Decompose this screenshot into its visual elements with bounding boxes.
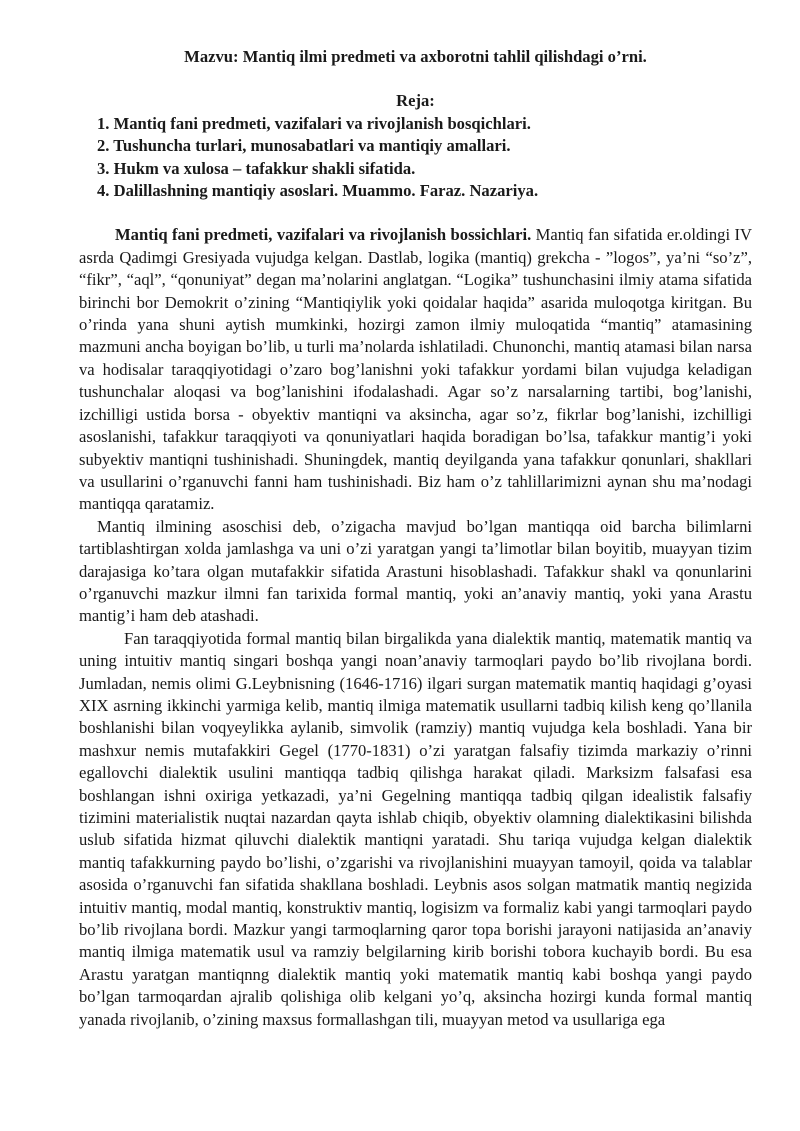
- plan-item: 2. Tushuncha turlari, munosabatlari va mantiqiy amallari.: [97, 136, 511, 156]
- document-title: Mazvu: Mantiq ilmi predmeti va axborotni tahlil qilishdagi o’rni.: [184, 47, 647, 66]
- paragraph-founder: Mantiq ilmining asoschisi deb, o’zigacha mavjud bo’lgan mantiqqa oid barcha bilimlarni tartiblashtirgan xolda jamlashga va uni o’zi yaratgan yangi ta’limotlar bilan boyitib, muayyan tizim darajasiga ko’tara olgan mutafakkir sifatida Arastuni hisoblashadi. Tafakkur shakl va qonunlarini o’rganuvchi mazkur ilmni fan tarixida formal mantiq, yoki an’anaviy mantiq, yoki yana Arastu mantig’i ham deb atashadi.: [79, 516, 752, 626]
- paragraph-intro-text: Mantiq fan sifatida er.oldingi IV asrda Qadimgi Gresiyada vujudga kelgan. Dastlab, logika (mantiq) grekcha - ”logos”, ya’ni “so’z”, “fikr”, “aql”, “qonuniyat” degan ma’nolarini anglatgan. “Logika” tushunchasini ilmiy atama sifatida birinchi bor Demokrit o’zining “Mantiqiylik yoki qoidalar haqida” asarida muloqotga kiritgan. Bu o’rinda yana shuni aytish mumkinki, hozirgi zamon ilmiy muloqatida “mantiq” atamasining mazmuni ancha boyigan bo’lib, u turli ma’nolarda ishlatiladi. Chunonchi, mantiq atamasi bilan narsa va hodisalar taraqqiyotidagi o’zaro bog’lanishni yoki tafakkur yordami bilan vujudga keladigan tushunchalar aloqasi va bog’lanishini ifodalashadi. Agar so’z narsalarning tartibi, bog’lanishi, izchilligi ustida borsa - obyektiv mantiqni va aksincha, agar so’z, fikrlar bog’lanishi, izchilligi asoslanishi, tafakkur taraqqiyoti va qonuniyatlari haqida boradigan bo’lsa, tafakkur mantig’i yoki subyektiv mantiqni tushinishadi. Shuningdek, mantiq deyilganda yana tafakkur qonunlari, shakllari va usullarini o’rganuvchi fanni ham tushinishadi. Biz ham o’z tahlillarimizni aynan shu ma’nodagi mantiqqa qaratamiz.: [79, 225, 752, 514]
- plan-list: [79, 113, 752, 203]
- document-page: [79, 46, 752, 1031]
- plan-item: 1. Mantiq fani predmeti, vazifalari va rivojlanish bosqichlari.: [97, 113, 531, 133]
- section-heading: Mantiq fani predmeti, vazifalari va rivojlanish bossichlari.: [115, 225, 532, 245]
- paragraph-development: Fan taraqqiyotida formal mantiq bilan birgalikda yana dialektik mantiq, matematik mantiq va uning intuitiv mantiq singari boshqa yangi noan’anaviy tarmoqlari paydo bo’lib rivojlana bordi. Jumladan, nemis olimi G.Leybnisning (1646-1716) ilgari surgan matematik mantiq haqidagi g’oyasi XIX asrning ikkinchi yarmiga kelib, mantiq ilmiga matematik usullarni tadbiq kilish keng qo’llanila boshlanishi bilan voqyeylikka aylanib, simvolik (ramziy) mantiq vujudga kela boshladi. Yana bir mashxur nemis mutafakkiri Gegel (1770-1831) o’zi yaratgan falsafiy tizimda markaziy o’rinni egallovchi dialektik usulini mantiqqa tadbiq qilishga harakat qiladi. Marksizm falsafasi esa boshlangan ishni oxiriga yetkazadi, ya’ni Gegelning mantiqqa tadbiq qilgan idealistik falsafiy tizimini materialistik nuqtai nazardan qayta ishlab chiqib, obyektiv olamning dialektikasini bilishda uslub sifatida hizmat qiluvchi dialektik mantiqni yaratadi. Shu tariqa vujudga kelgan dialektik mantiq tafakkurning paydo bo’lishi, o’zgarishi va rivojlanishini muayyan tamoyil, qoida va talablar asosida o’rganuvchi fan sifatida shakllana boshladi. Leybnis asos solgan matmatik mantiq negizida intuitiv mantiq, modal mantiq, konstruktiv mantiq, logisizm va formaliz kabi yangi tarmoqlari paydo bo’lib rivojlana bordi. Mazkur yangi tarmoqlarning qaror topa borishi jarayoni natijasida an’anaviy mantiq ilmiga matematik usul va ramziy belgilarning kirib borishi tobora kuchayib bordi. Bu esa Arastu yaratgan mantiqnng dialektik mantiq yoki matematik mantiq kabi boshqa yangi paydo bo’lgan tarmoqardan ajralib qolishiga olib kelgani yo’q, aksincha hozirgi kunda formal mantiq yanada rivojlanib, o’zining maxsus formallashgan tili, muayyan metod va usullariga ega: [79, 628, 752, 1029]
- plan-heading: Reja:: [396, 91, 435, 111]
- plan-item: 4. Dalillashning mantiqiy asoslari. Muammo. Faraz. Nazariya.: [97, 181, 539, 201]
- paragraph-intro: [79, 224, 752, 515]
- plan-item: 3. Hukm va xulosa – tafakkur shakli sifatida.: [97, 158, 416, 178]
